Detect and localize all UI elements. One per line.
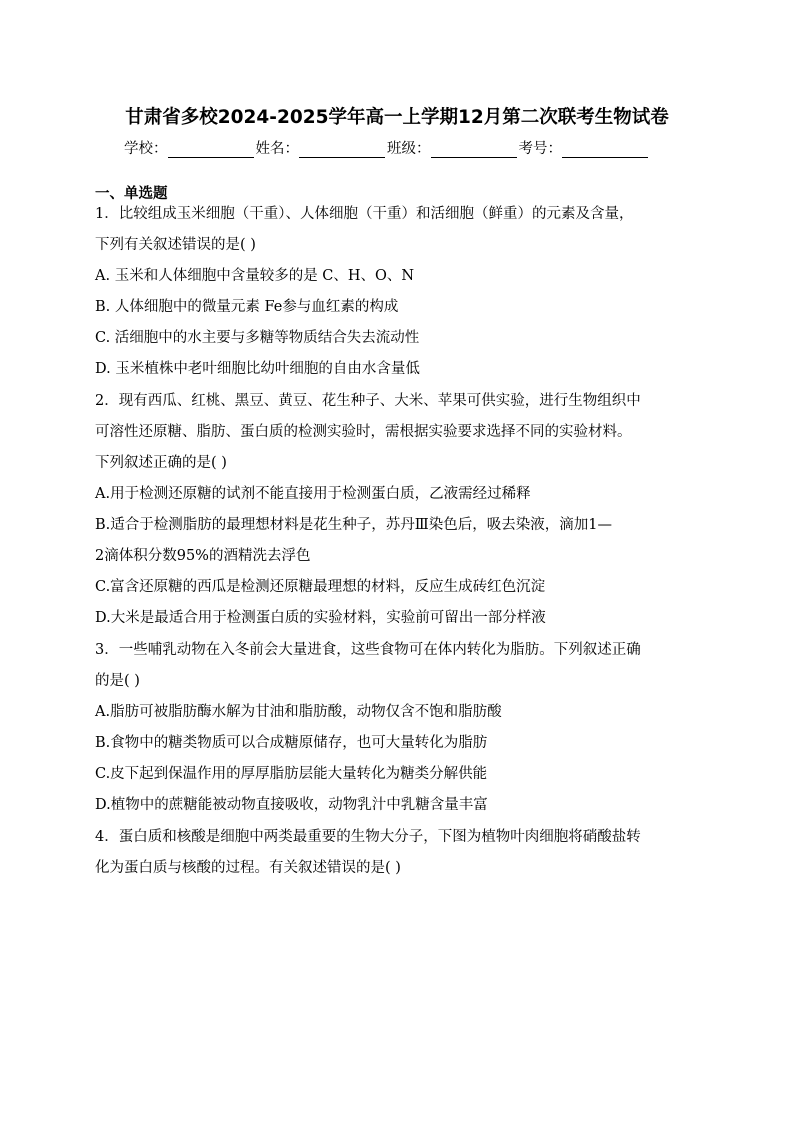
number-label: 考号： <box>518 141 562 157</box>
q1-stem-line-1: 1．比较组成玉米细胞（干重）、人体细胞（干重）和活细胞（鲜重）的元素及含量， <box>95 206 634 222</box>
q4-stem-line-2: 化为蛋白质与核酸的过程。有关叙述错误的是( ) <box>95 860 401 876</box>
number-blank[interactable] <box>562 141 648 158</box>
q3-stem-line-1: 3．一些哺乳动物在入冬前会大量进食，这些食物可在体内转化为脂肪。下列叙述正确 <box>95 642 641 658</box>
q3-option-a: A.脂肪可被脂肪酶水解为甘油和脂肪酸，动物仅含不饱和脂肪酸 <box>95 704 502 720</box>
q2-stem-line-1: 2．现有西瓜、红桃、黑豆、黄豆、花生种子、大米、苹果可供实验，进行生物组织中 <box>95 393 641 409</box>
section-title: 一、单选题 <box>95 186 168 202</box>
q1-option-a: A. 玉米和人体细胞中含量较多的是 C、H、O、N <box>95 268 415 284</box>
q1-option-b: B. 人体细胞中的微量元素 Fe参与血红素的构成 <box>95 299 399 315</box>
q2-option-b: B.适合于检测脂肪的最理想材料是花生种子，苏丹Ⅲ染色后，吸去染液，滴加1— <box>95 517 612 533</box>
name-blank[interactable] <box>299 141 385 158</box>
q2-option-a: A.用于检测还原糖的试剂不能直接用于检测蛋白质，乙液需经过稀释 <box>95 486 531 502</box>
q2-option-c: C.富含还原糖的西瓜是检测还原糖最理想的材料，反应生成砖红色沉淀 <box>95 579 546 595</box>
name-label: 姓名： <box>255 141 299 157</box>
q2-option-b-cont: 2滴体积分数95%的酒精洗去浮色 <box>95 548 311 564</box>
q3-option-b: B.食物中的糖类物质可以合成糖原储存，也可大量转化为脂肪 <box>95 735 488 751</box>
school-blank[interactable] <box>168 141 254 158</box>
student-info-row <box>124 137 650 158</box>
class-blank[interactable] <box>431 141 517 158</box>
q2-stem-line-3: 下列叙述正确的是( ) <box>95 455 227 471</box>
q3-option-c: C.皮下起到保温作用的厚厚脂肪层能大量转化为糖类分解供能 <box>95 766 488 782</box>
q2-option-d: D.大米是最适合用于检测蛋白质的实验材料，实验前可留出一部分样液 <box>95 610 546 626</box>
q3-stem-line-2: 的是( ) <box>95 673 140 689</box>
q3-option-d: D.植物中的蔗糖能被动物直接吸收，动物乳汁中乳糖含量丰富 <box>95 797 488 813</box>
q2-stem-line-2: 可溶性还原糖、脂肪、蛋白质的检测实验时，需根据实验要求选择不同的实验材料。 <box>95 424 632 440</box>
q1-stem-line-2: 下列有关叙述错误的是( ) <box>95 237 256 253</box>
exam-title: 甘肃省多校2024-2025学年高一上学期12月第二次联考生物试卷 <box>125 107 669 128</box>
q1-option-d: D. 玉米植株中老叶细胞比幼叶细胞的自由水含量低 <box>95 361 420 377</box>
q1-option-c: C. 活细胞中的水主要与多糖等物质结合失去流动性 <box>95 330 420 346</box>
school-label: 学校： <box>124 141 168 157</box>
q4-stem-line-1: 4．蛋白质和核酸是细胞中两类最重要的生物大分子，下图为植物叶肉细胞将硝酸盐转 <box>95 829 641 845</box>
class-label: 班级： <box>387 141 431 157</box>
